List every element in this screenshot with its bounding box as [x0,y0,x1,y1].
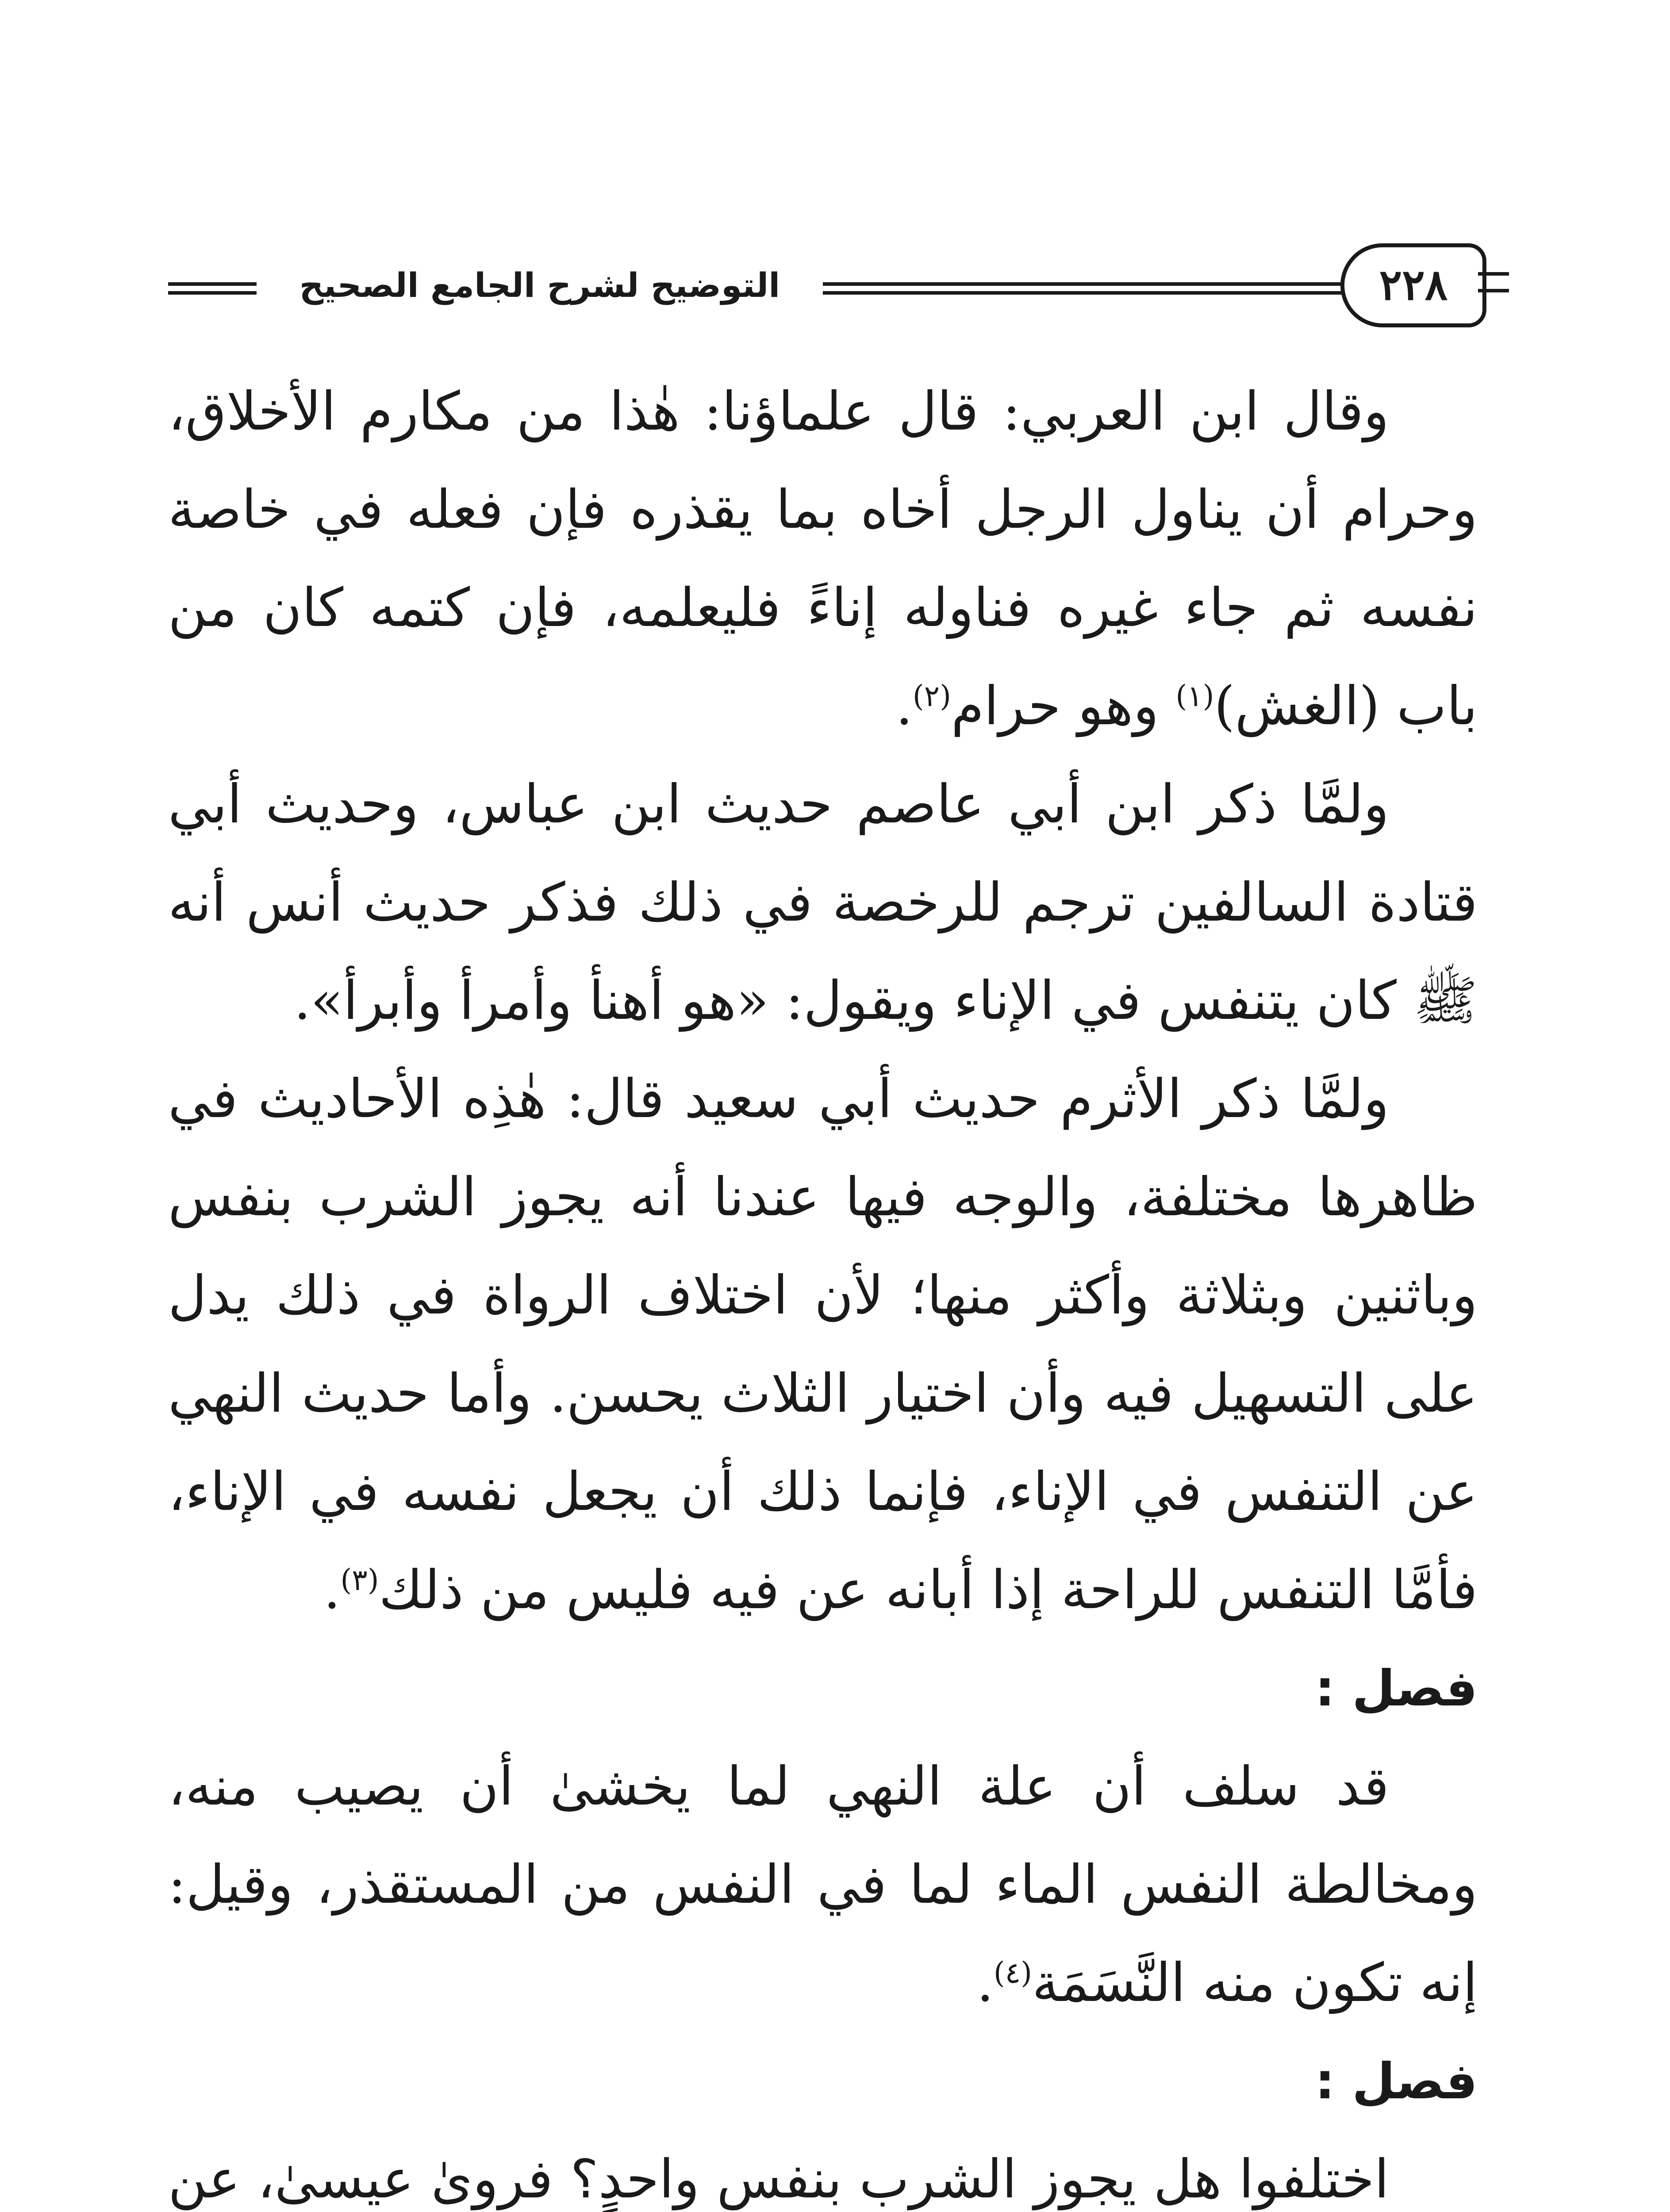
footnote-ref-1[interactable]: (١) [1175,679,1214,713]
paragraph-text: اختلفوا هل يجوز الشرب بنفس واحدٍ؟ فروىٰ عيسىٰ، عن [168,2149,1389,2210]
footnote-ref-4[interactable]: (٤) [994,1956,1032,1990]
paragraph-1 [168,363,1478,756]
section-heading: فصل : [1315,1660,1478,1717]
page-number: ٢٢٨ [1379,260,1448,310]
header-double-rule-middle [823,282,1345,295]
paragraph-end: . [976,1952,994,2014]
running-title: التوضيح لشرح الجامع الصحيح [299,265,780,305]
main-text [168,363,1478,2212]
paragraph-5 [168,2131,1478,2212]
paragraph-end: . [895,676,913,737]
footnote-ref-3[interactable]: (٣) [340,1563,379,1597]
page-number-badge [1340,243,1486,327]
paragraph-end: . [323,1559,341,1621]
paragraph-text: وقال ابن العربي: قال علماؤنا: هٰذا من مكارم الأخلاق، وحرام أن يناول الرجل أخاه بما يقذره فإن فعله في خاصة نفسه ثم جاء غيره فناوله إناءً فليعلمه، فإن كتمه كان من باب (الغش) [168,381,1478,737]
running-header [168,239,1500,336]
paragraph-text: ولمَّا ذكر ابن أبي عاصم حديث ابن عباس، وحديث أبي قتادة السالفين ترجم للرخصة في ذلك فذكر حديث أنس أنه ﷺ كان يتنفس في الإناء ويقول: «هو أهنأ وأمرأ وأبرأ». [168,774,1478,1032]
paragraph-text: ولمَّا ذكر الأثرم حديث أبي سعيد قال: هٰذِه الأحاديث في ظاهرها مختلفة، والوجه فيها عندنا أنه يجوز الشرب بنفس وباثنين وبثلاثة وأكثر منها؛ لأن اختلاف الرواة في ذلك يدل على التسهيل فيه وأن اختيار الثلاث يحسن. وأما حديث النهي عن التنفس في الإناء، فإنما ذلك أن يجعل نفسه في الإناء، فأمَّا التنفس للراحة إذا أبانه عن فيه فليس من ذلك [168,1068,1478,1621]
paragraph-4 [168,1738,1478,2032]
paragraph-3 [168,1050,1478,1640]
section-heading: فصل : [1315,2053,1478,2110]
header-double-rule-left [168,282,257,295]
paragraph-text: وهو حرام [951,676,1176,737]
footnote-ref-2[interactable]: (٢) [913,679,951,713]
paragraph-text: قد سلف أن علة النهي لما يخشىٰ أن يصيب منه، ومخالطة النفس الماء لما في النفس من المستقذر، وقيل: إنه تكون منه النَّسَمَة [168,1756,1478,2014]
paragraph-2 [168,756,1478,1050]
